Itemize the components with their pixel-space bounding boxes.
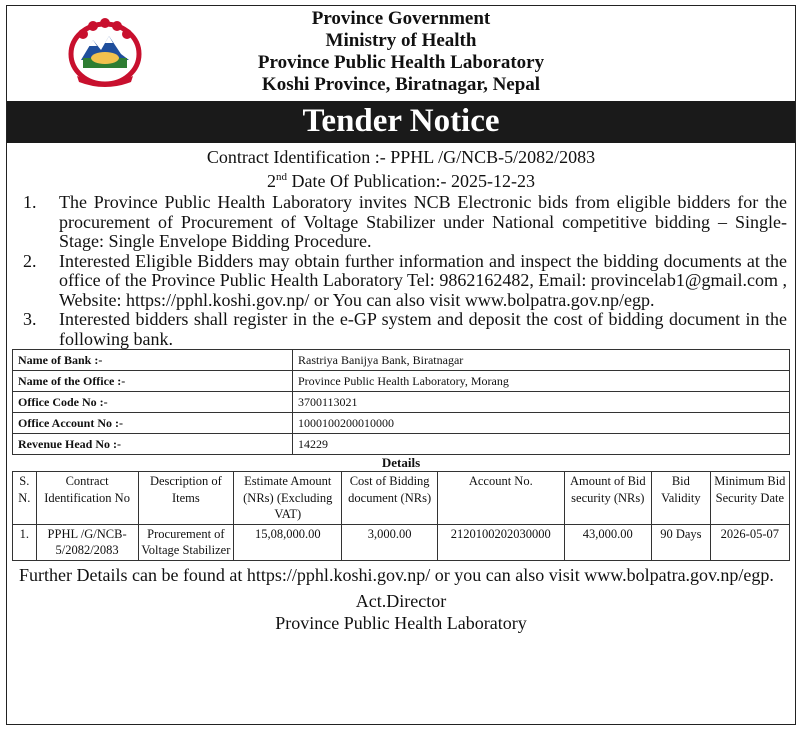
details-title: Details xyxy=(381,455,421,470)
column-header: S. N. xyxy=(13,472,37,525)
bank-value: 1000100200010000 xyxy=(293,413,790,434)
notice-points xyxy=(7,193,795,349)
point-text: Interested Eligible Bidders may obtain further information and inspect the bidding documents at the office of the Province Public Health Laboratory Tel: 9862162482, Email: provincelab1@gmail.com , Website: https://pphl.koshi.gov.np/ or You can also visit www.bolpatra.gov.np/egp. xyxy=(59,250,787,310)
table-row xyxy=(13,371,790,392)
bank-label: Name of the Office :- xyxy=(13,371,293,392)
table-cell: Procurement of Voltage Stabilizer xyxy=(138,524,234,560)
table-row xyxy=(13,350,790,371)
table-cell: 15,08,000.00 xyxy=(234,524,342,560)
nepal-emblem-icon xyxy=(63,14,147,92)
column-header: Minimum Bid Security Date xyxy=(710,472,789,525)
bank-value: Rastriya Banijya Bank, Biratnagar xyxy=(293,350,790,371)
bank-details-table xyxy=(12,349,790,455)
signature-office: Province Public Health Laboratory xyxy=(275,612,527,633)
point-number: 3. xyxy=(23,309,37,329)
bank-label: Office Account No :- xyxy=(13,413,293,434)
list-item xyxy=(7,310,787,349)
column-header: Contract Identification No xyxy=(36,472,138,525)
header xyxy=(7,6,795,101)
table-row xyxy=(13,524,790,560)
signature-block xyxy=(7,590,795,634)
list-item xyxy=(7,193,787,252)
contract-identification: Contract Identification :- PPHL /G/NCB-5/2082/2083 xyxy=(206,147,596,167)
column-header: Account No. xyxy=(437,472,564,525)
bank-label: Revenue Head No :- xyxy=(13,434,293,455)
table-row xyxy=(13,434,790,455)
column-header: Bid Validity xyxy=(652,472,711,525)
table-cell: 43,000.00 xyxy=(564,524,651,560)
table-cell: 2120100202030000 xyxy=(437,524,564,560)
table-cell: 90 Days xyxy=(652,524,711,560)
pub-prefix: 2 xyxy=(267,171,277,191)
column-header: Description of Items xyxy=(138,472,234,525)
tender-notice-title: Tender Notice xyxy=(7,101,795,143)
details-table xyxy=(12,471,790,561)
table-cell: 3,000.00 xyxy=(342,524,438,560)
header-line-ministry: Ministry of Health xyxy=(325,30,477,51)
table-cell: 1. xyxy=(13,524,37,560)
header-line-laboratory: Province Public Health Laboratory xyxy=(257,52,545,73)
bank-label: Name of Bank :- xyxy=(13,350,293,371)
point-number: 2. xyxy=(23,250,37,271)
further-details-text: Further Details can be found at https://pphl.koshi.gov.np/ or you can also visit www.bolpatra.gov.np/egp. xyxy=(19,564,774,585)
point-text: Interested bidders shall register in the e-GP system and deposit the cost of bidding document in the following bank. xyxy=(59,309,787,349)
table-header-row xyxy=(13,472,790,525)
tender-notice-page xyxy=(6,5,796,725)
pub-rest: Date Of Publication:- 2025-12-23 xyxy=(287,171,535,191)
table-cell: 2026-05-07 xyxy=(710,524,789,560)
pub-sup: nd xyxy=(276,171,288,183)
header-line-address: Koshi Province, Biratnagar, Nepal xyxy=(261,74,541,95)
bank-value: 3700113021 xyxy=(293,392,790,413)
table-row xyxy=(13,413,790,434)
bank-label: Office Code No :- xyxy=(13,392,293,413)
column-header: Amount of Bid security (NRs) xyxy=(564,472,651,525)
bank-value: 14229 xyxy=(293,434,790,455)
header-line-government: Province Government xyxy=(311,8,491,29)
bank-value: Province Public Health Laboratory, Morang xyxy=(293,371,790,392)
meta-block xyxy=(7,147,795,191)
point-text: The Province Public Health Laboratory invites NCB Electronic bids from eligible bidders for the procurement of Procurement of Voltage Stabilizer under National competitive bidding – Single-Stage: Single Envelope Bidding Procedure. xyxy=(59,192,787,251)
table-cell: PPHL /G/NCB-5/2082/2083 xyxy=(36,524,138,560)
column-header: Estimate Amount (NRs) (Excluding VAT) xyxy=(234,472,342,525)
signature-title: Act.Director xyxy=(355,590,447,611)
publication-date xyxy=(7,167,795,191)
table-row xyxy=(13,392,790,413)
point-number: 1. xyxy=(23,192,37,212)
column-header: Cost of Bidding document (NRs) xyxy=(342,472,438,525)
list-item xyxy=(7,252,787,311)
